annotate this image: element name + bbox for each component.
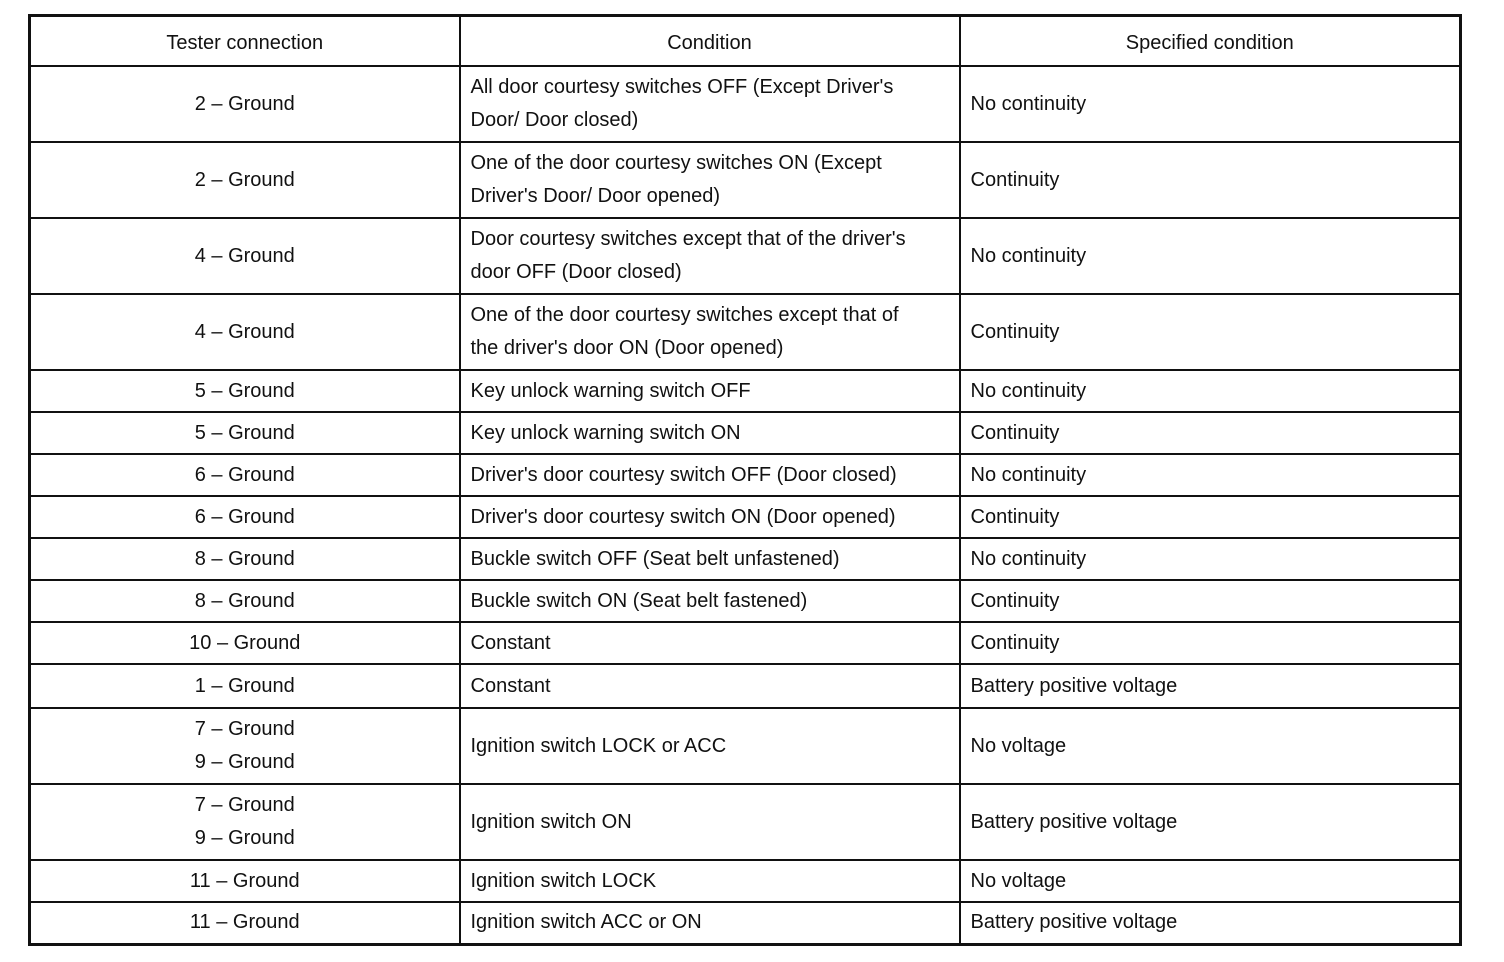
tester-connection-text: 5 – Ground	[194, 421, 295, 444]
table-row	[30, 370, 1461, 412]
tester-connection-text: 11 – Ground	[189, 869, 300, 892]
tester-connection-cell	[30, 66, 460, 142]
condition-text: Driver's door courtesy switch OFF (Door closed)	[470, 463, 897, 486]
tester-connection-text: 6 – Ground	[194, 505, 295, 528]
specified-condition-cell: No continuity	[960, 454, 1461, 496]
condition-text: door OFF (Door closed)	[470, 261, 682, 283]
tester-connection-text: 5 – Ground	[194, 379, 295, 402]
condition-text: Key unlock warning switch ON	[470, 421, 741, 444]
specified-condition-cell: No continuity	[960, 538, 1461, 580]
tester-connection-text: 7 – Ground	[194, 718, 295, 740]
header-condition: Condition	[460, 16, 960, 67]
tester-connection-text: 10 – Ground	[189, 631, 301, 654]
specification-table	[28, 14, 1462, 946]
specified-condition-cell: Continuity	[960, 142, 1461, 218]
specified-condition-cell: Battery positive voltage	[960, 784, 1461, 860]
condition-text: Key unlock warning switch OFF	[470, 379, 751, 402]
specified-condition-cell: Continuity	[960, 294, 1461, 370]
condition-text: Buckle switch ON (Seat belt fastened)	[470, 589, 808, 612]
condition-cell	[460, 902, 960, 944]
table-row	[30, 496, 1461, 538]
table-row	[30, 538, 1461, 580]
condition-cell	[460, 294, 960, 370]
table-row	[30, 622, 1461, 664]
condition-cell	[460, 142, 960, 218]
header-tester-connection: Tester connection	[30, 16, 460, 67]
tester-connection-text: 8 – Ground	[194, 547, 295, 570]
tester-connection-cell	[30, 218, 460, 294]
condition-cell	[460, 622, 960, 664]
tester-connection-cell	[30, 622, 460, 664]
tester-connection-text: 1 – Ground	[194, 674, 295, 697]
specified-condition-cell: Continuity	[960, 412, 1461, 454]
tester-connection-cell	[30, 664, 460, 708]
tester-connection-text: 6 – Ground	[194, 463, 295, 486]
tester-connection-cell	[30, 902, 460, 944]
tester-connection-cell	[30, 496, 460, 538]
condition-cell	[460, 218, 960, 294]
tester-connection-text: 2 – Ground	[194, 168, 295, 191]
table-row	[30, 860, 1461, 902]
specified-condition-cell: No voltage	[960, 860, 1461, 902]
condition-cell	[460, 580, 960, 622]
specified-condition-cell: Continuity	[960, 496, 1461, 538]
table-row	[30, 902, 1461, 944]
condition-cell	[460, 538, 960, 580]
table-row	[30, 412, 1461, 454]
tester-connection-cell	[30, 708, 460, 784]
tester-connection-text: 9 – Ground	[194, 827, 295, 849]
condition-text: Ignition switch ACC or ON	[470, 911, 702, 934]
table-row	[30, 454, 1461, 496]
specified-condition-cell: Continuity	[960, 580, 1461, 622]
condition-cell	[460, 454, 960, 496]
condition-text: All door courtesy switches OFF (Except Driver's	[470, 76, 894, 98]
condition-cell	[460, 784, 960, 860]
specified-condition-cell: No continuity	[960, 370, 1461, 412]
table-row	[30, 218, 1461, 294]
table-row	[30, 294, 1461, 370]
tester-connection-cell	[30, 538, 460, 580]
condition-cell	[460, 664, 960, 708]
condition-text: Constant	[470, 631, 551, 654]
tester-connection-text: 4 – Ground	[194, 244, 295, 267]
tester-connection-text: 7 – Ground	[194, 794, 295, 816]
condition-text: Driver's door courtesy switch ON (Door opened)	[470, 505, 896, 528]
tester-connection-cell	[30, 142, 460, 218]
tester-connection-text: 2 – Ground	[194, 92, 295, 115]
tester-connection-cell	[30, 454, 460, 496]
condition-text: the driver's door ON (Door opened)	[470, 337, 784, 359]
condition-text: Ignition switch ON	[470, 810, 632, 833]
condition-cell	[460, 66, 960, 142]
condition-text: Door/ Door closed)	[470, 109, 639, 131]
condition-text: Door courtesy switches except that of the driver's	[470, 228, 906, 250]
tester-connection-cell	[30, 294, 460, 370]
condition-text: Ignition switch LOCK	[470, 869, 657, 892]
table-body	[30, 66, 1461, 944]
header-row	[30, 16, 1461, 67]
condition-text: Driver's Door/ Door opened)	[470, 185, 720, 207]
condition-cell	[460, 708, 960, 784]
tester-connection-text: 11 – Ground	[189, 911, 300, 934]
condition-cell	[460, 370, 960, 412]
table-row	[30, 66, 1461, 142]
table-row	[30, 580, 1461, 622]
specified-condition-cell: Continuity	[960, 622, 1461, 664]
table-row	[30, 784, 1461, 860]
condition-text: Constant	[470, 674, 551, 697]
tester-connection-text: 8 – Ground	[194, 589, 295, 612]
condition-text: Ignition switch LOCK or ACC	[470, 734, 727, 757]
condition-cell	[460, 860, 960, 902]
specified-condition-cell: No voltage	[960, 708, 1461, 784]
condition-cell	[460, 412, 960, 454]
tester-connection-text: 4 – Ground	[194, 320, 295, 343]
tester-connection-text: 9 – Ground	[194, 751, 295, 773]
table-row	[30, 664, 1461, 708]
specified-condition-cell: Battery positive voltage	[960, 902, 1461, 944]
condition-text: One of the door courtesy switches ON (Except	[470, 152, 882, 174]
condition-text: One of the door courtesy switches except that of	[470, 304, 899, 326]
tester-connection-cell	[30, 860, 460, 902]
condition-cell	[460, 496, 960, 538]
table-row	[30, 708, 1461, 784]
table-row	[30, 142, 1461, 218]
specified-condition-cell: No continuity	[960, 66, 1461, 142]
specified-condition-cell: No continuity	[960, 218, 1461, 294]
specified-condition-cell: Battery positive voltage	[960, 664, 1461, 708]
tester-connection-cell	[30, 412, 460, 454]
header-specified-condition: Specified condition	[960, 16, 1461, 67]
tester-connection-cell	[30, 580, 460, 622]
tester-connection-cell	[30, 370, 460, 412]
condition-text: Buckle switch OFF (Seat belt unfastened)	[470, 547, 840, 570]
tester-connection-cell	[30, 784, 460, 860]
